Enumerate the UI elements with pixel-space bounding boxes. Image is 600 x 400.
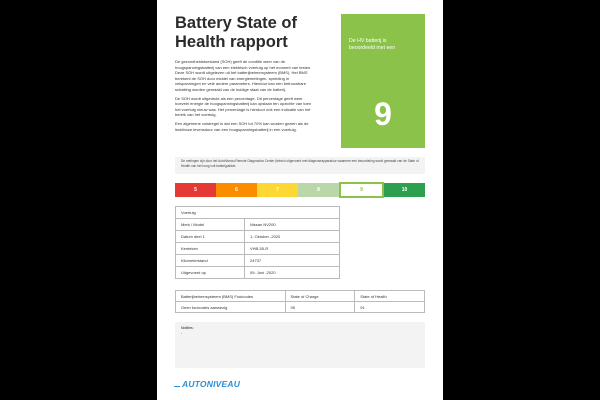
table-row: [176, 243, 340, 255]
vehicle-table-header: [176, 207, 340, 219]
notes-label: Notities:: [181, 326, 194, 330]
logo-mark-icon: [174, 381, 182, 387]
row-label: Merk / Model: [176, 219, 245, 231]
scale-segment-5: 5: [175, 183, 216, 197]
scale-segment-6: 6: [216, 183, 257, 197]
table-row: [176, 302, 425, 313]
faultcode-table: [175, 290, 425, 313]
row-label: Kilometerstand: [176, 255, 245, 267]
soc-header: State of Charge: [285, 291, 355, 302]
measurement-note: De metingen zijn door het AutoNiveau Remote Diagnostics Center (telnich uitgevoerd met diagnoseapparatuur waarmee een beoordeling wordt gemaakt van de State of Health van het hoog volt batterijpakket.: [175, 157, 425, 174]
vehicle-header: Voertuig: [176, 207, 340, 219]
vehicle-table: [175, 206, 340, 279]
autoniveau-logo: [175, 379, 240, 389]
row-label: Datum deel 1: [176, 231, 245, 243]
faultcode-value: Geen foutcodes aanwezig: [176, 302, 286, 313]
row-value: 24737: [245, 255, 340, 267]
soh-value: 91: [355, 302, 425, 313]
table-row: [176, 219, 340, 231]
logo-text: AUTONIVEAU: [182, 379, 241, 389]
intro-paragraph-2: De SOH wordt uitgedrukt als een percentage. Dit percentage geeft weer hoeveel energie de hoogspanningsbatterij kan opslaan ten opzichte van toen het voertuig nieuw was. Het percentage is hierdoor ook een indicatie van het bereik van het voertuig.: [175, 95, 312, 118]
intro-paragraph-3: Een algemene vuistregel is dat een SOH tot 70% kan worden gezien als de leuktboze levensduur van een hoogspanningsbatterij in een voertuig.: [175, 120, 309, 132]
score-value: 9: [374, 96, 392, 132]
soh-header: State of Health: [355, 291, 425, 302]
notes-text: -: [181, 331, 183, 335]
faultcode-header-row: [176, 291, 425, 302]
row-value: 1- Oktober -2020: [245, 231, 340, 243]
table-row: [176, 267, 340, 279]
intro-paragraph-1: De gezondheidstoestand (SOH) geeft de conditie weer van de hoogspanningsbatterij van een elektrisch voertuig op het moment van testen. Deze SOH wordt uitgelezen uit het batterijbeheersysteem (BMS). Het BMS berekent de SOH door middel van energiemetingen, spreiding in celspanningen en vele andere parameters. Hierdoor kan een betrouwbare schatting worden gemaakt van de huidige staat van de batterij.: [175, 59, 312, 92]
scale-segment-9: 9: [339, 182, 384, 198]
row-value: VHB-55-R: [245, 243, 340, 255]
table-row: [176, 255, 340, 267]
page-title: Battery State of Health rapport: [175, 14, 297, 51]
row-label: Uitgevoerd op: [176, 267, 245, 279]
scale-segment-10: 10: [384, 183, 425, 197]
table-row: [176, 231, 340, 243]
scale-segment-7: 7: [257, 183, 298, 197]
row-label: Kenteken: [176, 243, 245, 255]
rating-scale: [175, 183, 425, 197]
score-card: [341, 14, 425, 148]
score-label: De HV batterij is beoordeeld met een: [349, 38, 396, 51]
scale-segment-8: 8: [298, 183, 339, 197]
report-page: [157, 0, 443, 400]
row-value: Nissan NV200: [245, 219, 340, 231]
row-value: 09- Juni -2020: [245, 267, 340, 279]
intro-text: [175, 59, 315, 135]
soc-value: 95: [285, 302, 355, 313]
faultcode-header: Batterijbeheersysteem (BMS) Foutcodes: [176, 291, 286, 302]
notes-box: [175, 322, 425, 368]
